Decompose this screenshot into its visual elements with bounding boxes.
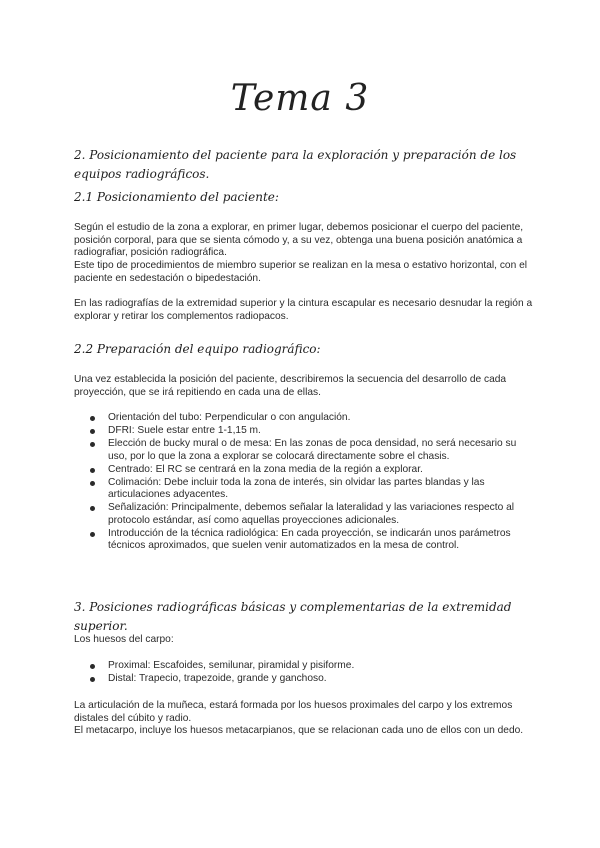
bullet-icon [90, 429, 95, 434]
list-item: Señalización: Principalmente, debemos señalar la lateralidad y las variaciones respecto al protocolo estándar, así como aquellas proyecciones adicionales. [74, 502, 534, 527]
bullet-icon [90, 442, 95, 447]
list-item: Colimación: Debe incluir toda la zona de interés, sin olvidar las partes blandas y las articulaciones adyacentes. [74, 477, 534, 502]
section-2-1-paragraph-1: Según el estudio de la zona a explorar, en primer lugar, debemos posicionar el cuerpo del paciente, posición corporal, para que se sienta cómodo y, a su vez, obtenga una buena posición anatómica a radiografiar, posición radiográfica. [74, 222, 524, 258]
bullet-icon [90, 532, 95, 537]
page-title: Tema 3 [230, 78, 370, 119]
list-item: Proximal: Escafoides, semilunar, piramidal y pisiforme. [74, 660, 534, 673]
section-2-2-heading: 2.2 Preparación del equipo radiográfico: [74, 342, 321, 356]
section-2-1-heading: 2.1 Posicionamiento del paciente: [74, 190, 279, 204]
list-item: Centrado: El RC se centrará en la zona media de la región a explorar. [74, 464, 534, 477]
list-item: Distal: Trapecio, trapezoide, grande y ganchoso. [74, 673, 534, 686]
equipment-preparation-list [74, 412, 534, 553]
section-3-heading: 3. Posiciones radiográficas básicas y complementarias de la extremidad superior. [74, 600, 512, 633]
bullet-icon [90, 506, 95, 511]
bullet-icon [90, 416, 95, 421]
section-3-intro: Los huesos del carpo: [74, 634, 174, 645]
list-item: Elección de bucky mural o de mesa: En las zonas de poca densidad, no será necesario su uso, por lo que la zona a explorar se colocará directamente sobre el chasis. [74, 438, 534, 463]
list-item: DFRI: Suele estar entre 1-1,15 m. [74, 425, 534, 438]
section-3-paragraph-1: La articulación de la muñeca, estará formada por los huesos proximales del carpo y los extremos distales del cúbito y radio. [74, 700, 513, 724]
carpal-bones-list [74, 660, 534, 686]
section-2-1-paragraph-3: En las radiografías de la extremidad superior y la cintura escapular es necesario desnudar la región a explorar y retirar los complementos radiopacos. [74, 298, 533, 322]
section-2-2-intro: Una vez establecida la posición del paciente, describiremos la secuencia del desarrollo de cada proyección, que se irá repitiendo en cada una de ellas. [74, 374, 507, 398]
bullet-icon [90, 481, 95, 486]
section-2-1-paragraph-2: Este tipo de procedimientos de miembro superior se realizan en la mesa o estativo horizontal, con el paciente en sedestación o bipedestación. [74, 260, 528, 284]
list-item: Introducción de la técnica radiológica: En cada proyección, se indicarán unos parámetros técnicos aproximados, que suelen venir automatizados en la mesa de control. [74, 528, 534, 553]
list-item: Orientación del tubo: Perpendicular o con angulación. [74, 412, 534, 425]
bullet-icon [90, 677, 95, 682]
section-2-heading: 2. Posicionamiento del paciente para la exploración y preparación de los equipos radiográficos. [74, 148, 517, 181]
section-3-paragraph-2: El metacarpo, incluye los huesos metacarpianos, que se relacionan cada uno de ellos con un dedo. [74, 725, 524, 736]
bullet-icon [90, 468, 95, 473]
bullet-icon [90, 664, 95, 669]
